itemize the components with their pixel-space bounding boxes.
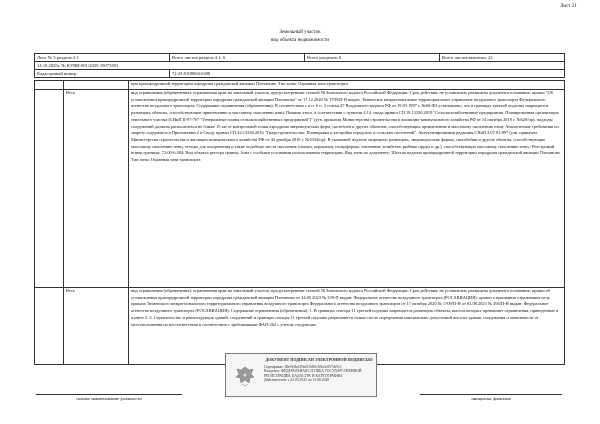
- info-row: [35, 62, 565, 70]
- name-signature-line: [420, 394, 562, 395]
- extract-number: 14.10.2025г. № КУВИ-001/2025-19073391: [35, 62, 565, 70]
- info-cell: Всего листов выписки: 22: [440, 54, 565, 62]
- sheet-number: Лист 21: [560, 4, 577, 9]
- table-row: [35, 81, 565, 90]
- info-row: [35, 70, 565, 78]
- row-number-cell: [35, 288, 64, 365]
- stamp-certificate: Сертификат: 00e9e3bd35bd11600c3f8a3c0574e9c3: [264, 364, 342, 369]
- stamp-validity: Действителен: с 22.05.2025 по 15.08.2026: [264, 378, 330, 383]
- info-table: [34, 53, 565, 78]
- stamp-text: [264, 358, 374, 383]
- electronic-signature-stamp: [225, 353, 377, 397]
- table-row: [35, 90, 565, 288]
- scope-cell: Весь: [64, 90, 129, 288]
- section-title: Земельный участок: [279, 30, 321, 35]
- info-row: [35, 54, 565, 62]
- emblem-icon: [231, 364, 259, 388]
- cadastral-number: 72:23:0108004:6308: [170, 70, 565, 78]
- scope-cell: [64, 81, 129, 90]
- restrictions-table: [34, 80, 565, 365]
- object-type-label: вид объекта недвижимости: [270, 38, 330, 43]
- info-cell: Всего разделов: 6: [305, 54, 440, 62]
- position-signature-line: [36, 394, 182, 395]
- cadastral-label: Кадастровый номер:: [35, 70, 170, 78]
- info-cell: Лист № 5 раздела 4.1: [35, 54, 170, 62]
- document-header: [0, 28, 600, 45]
- stamp-title: ДОКУМЕНТ ПОДПИСАН ЭЛЕКТРОННОЙ ПОДПИСЬЮ: [265, 357, 373, 362]
- restriction-text: вид ограничения (обременения): ограничения прав на земельный участок, предусмотренные статьей 56 Земельного кодекса Российской Федерации; Срок действия: не установлен; реквизиты документа-основания: приказ "Об установлении приаэродромной территории аэродрома гражданской авиации Плеханово" от 17.12.2020 № 1709/П-Н выдан: Тюменское межрегиональное территориальное управление воздушного транспорта Федерального агентства воздушного транспорта; Содержание ограничения (обременения): В соответствии с п.п. 6 п. 3 статьи 47 Воздушного кодекса РФ от 19.03.1997 г. №60-ФЗ установлено, что в границах третьей подзоны запрещается размещать объекты, способствующие привлечению и массовому скоплению птиц. Помимо этого, в соответствии с пунктом 4.14. свода правил СП 19.13330.2019 "Сельскохозяйственные предприятия. Планировочная организация земельного участка (СНиП II-97-76* "Генеральные планы сельскохозяйственных предприятий")" (утв. приказом Министерства строительства и жилищно-коммунального хозяйства РФ от 14 октября 2019 г. №620/пр), подходы сооружений должны располагаться не ближе 15 км от контрольной точки аэродрома звероводческих ферм, скотобоен и других объектов, способствующих привлечению и массовому скоплению птиц. Аналогичные требования по запрету содержатся в Приложении 2 к Своду правил СП 42.13330.2016 "Градостроительство. Планировка и застройка городских и сельских поселений". Актуализированная редакция СНиП 2.07.01-89* (утв. приказом Министерства строительства и жилищно-коммунального хозяйства РФ от 30 декабря 2016 г. №1034/пр). В указанной подзоне запрещено размещать: звероводческие фермы, скотобойни и другие объекты, способствующие массовому скоплению птиц, отходы для захоронения и такие подобные места скопления (свалки, кормушки, птицефермы, тепличные хозяйства, рыбные пруды и др.), способствующих массовому скоплению птиц.; Реестровый номер границы: 72:00-6.484; Вид объекта реестра границ: Зона с особыми условиями использования территории; Вид зоны по документу: Шестая подзона приаэродромной территории аэродрома гражданской авиации Плеханово. Тип зоны: Охранная зона транспорта: [129, 90, 565, 288]
- restriction-text: при приаэродромной территории аэродрома гражданской авиации Плеханово. Тип зоны: Охранная зона транспорта: [129, 81, 565, 90]
- row-number-cell: [35, 81, 64, 90]
- row-number-cell: [35, 90, 64, 288]
- scope-cell: Весь: [64, 288, 129, 365]
- stamp-owner: Владелец: ФЕДЕРАЛЬНАЯ СЛУЖБА ГОСУДАРСТВЕННОЙ РЕГИСТРАЦИИ, КАДАСТРА И КАРТОГРАФИИ: [264, 369, 362, 378]
- info-cell: Всего листов раздела 4.1: 6: [170, 54, 305, 62]
- restriction-text: вид ограничения (обременения): ограничения прав на земельный участок, предусмотренные статьей 56 Земельного кодекса Российской Федерации; Срок действия: не установлен; реквизиты документа-основания: приказ об установлении приаэродромной территории аэродрома гражданской авиации Плеханово от 24.05.2023 № 339-П выдан: Федеральное агентство воздушного транспорта (РОСАВИАЦИЯ); приказ о признании утратившим силу приказа Тюменского межрегионального территориального управления воздушного транспорта Федерального агентства воздушного транспорта от 17 октября 2020 № 1709/П-Н от 03.08.2023 № 494/П-Н выдан: Федеральное агентство воздушного транспорта (РОСАВИАЦИЯ); Содержание ограничения (обременения): 1. В границах сектора 11 третьей подзоны запрещается размещать объекты, высота которых превышает ограничения, приведенные в пункте 2. 2. Строительство и реконструкция зданий, сооружений и границах сектора 11 третьей подзоны разрешаются только после определения максимально допустимой высоты здания, сооружения и зависимости от местоположения их несоответствия в соответствии с требованиями ФАП-262 с учетом следующих: [129, 288, 565, 365]
- name-label: инициалы, фамилия: [471, 396, 511, 401]
- position-label: полное наименование должности: [76, 396, 142, 401]
